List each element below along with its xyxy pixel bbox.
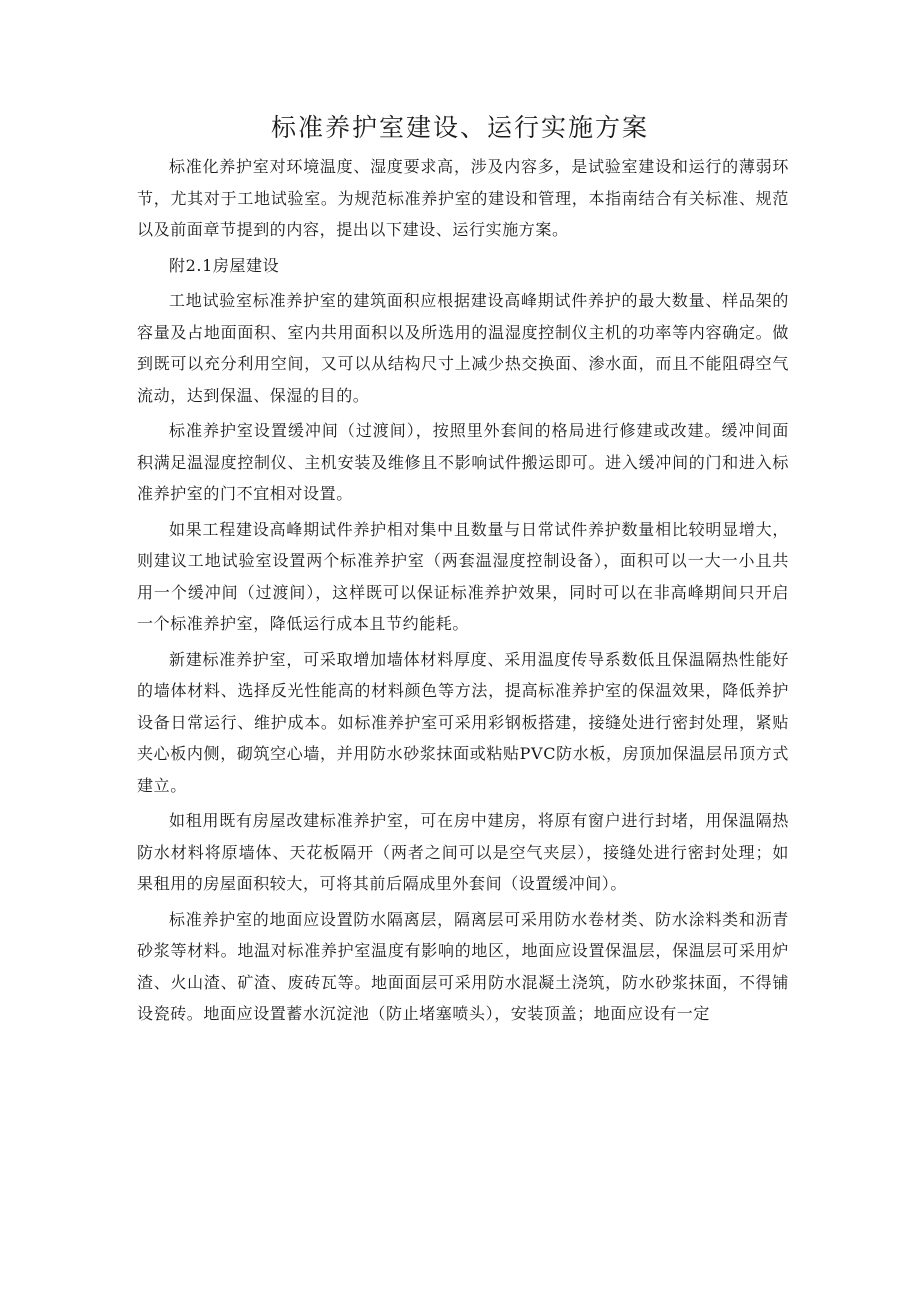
document-body	[137, 151, 789, 1030]
paragraph-rented-building: 如租用既有房屋改建标准养护室，可在房中建房，将原有窗户进行封堵，用保温隔热防水材料将原墙体、天花板隔开（两者之间可以是空气夹层），接缝处进行密封处理；如果租用的房屋面积较大，可将其前后隔成里外套间（设置缓冲间）。	[137, 811, 789, 893]
section-heading: 附2.1房屋建设	[169, 255, 280, 275]
paragraph-floor-area: 工地试验室标准养护室的建筑面积应根据建设高峰期试件养护的最大数量、样品架的容量及占地面面积、室内共用面积以及所选用的温湿度控制仪主机的功率等内容确定。做到既可以充分利用空间，又可以从结构尺寸上减少热交换面、渗水面，而且不能阻碍空气流动，达到保温、保湿的目的。	[137, 291, 789, 405]
paragraph-floor-waterproofing: 标准养护室的地面应设置防水隔离层，隔离层可采用防水卷材类、防水涂料类和沥青砂浆等材料。地温对标准养护室温度有影响的地区，地面应设置保温层，保温层可采用炉渣、火山渣、矿渣、废砖瓦等。地面面层可采用防水混凝土浇筑，防水砂浆抹面，不得铺设瓷砖。地面应设置蓄水沉淀池（防止堵塞喷头），安装顶盖；地面应设有一定	[137, 909, 789, 1023]
paragraph-new-construction: 新建标准养护室，可采取增加墙体材料厚度、采用温度传导系数低且保温隔热性能好的墙体材料、选择反光性能高的材料颜色等方法，提高标准养护室的保温效果，降低养护设备日常运行、维护成本。如标准养护室可采用彩钢板搭建，接缝处进行密封处理，紧贴夹心板内侧，砌筑空心墙，并用防水砂浆抹面或粘贴PVC防水板，房顶加保温层吊顶方式建立。	[137, 649, 789, 795]
paragraph-buffer-room: 标准养护室设置缓冲间（过渡间），按照里外套间的格局进行修建或改建。缓冲间面积满足温湿度控制仪、主机安装及维修且不影响试件搬运即可。进入缓冲间的门和进入标准养护室的门不宜相对设置。	[137, 421, 789, 503]
paragraph-intro: 标准化养护室对环境温度、湿度要求高，涉及内容多，是试验室建设和运行的薄弱环节，尤其对于工地试验室。为规范标准养护室的建设和管理，本指南结合有关标准、规范以及前面章节提到的内容，提出以下建设、运行实施方案。	[137, 157, 789, 239]
paragraph-two-rooms: 如果工程建设高峰期试件养护相对集中且数量与日常试件养护数量相比较明显增大，则建议工地试验室设置两个标准养护室（两套温湿度控制设备），面积可以一大一小且共用一个缓冲间（过渡间），这样既可以保证标准养护效果，同时可以在非高峰期间只开启一个标准养护室，降低运行成本且节约能耗。	[137, 519, 789, 633]
document-title: 标准养护室建设、运行实施方案	[270, 113, 649, 142]
